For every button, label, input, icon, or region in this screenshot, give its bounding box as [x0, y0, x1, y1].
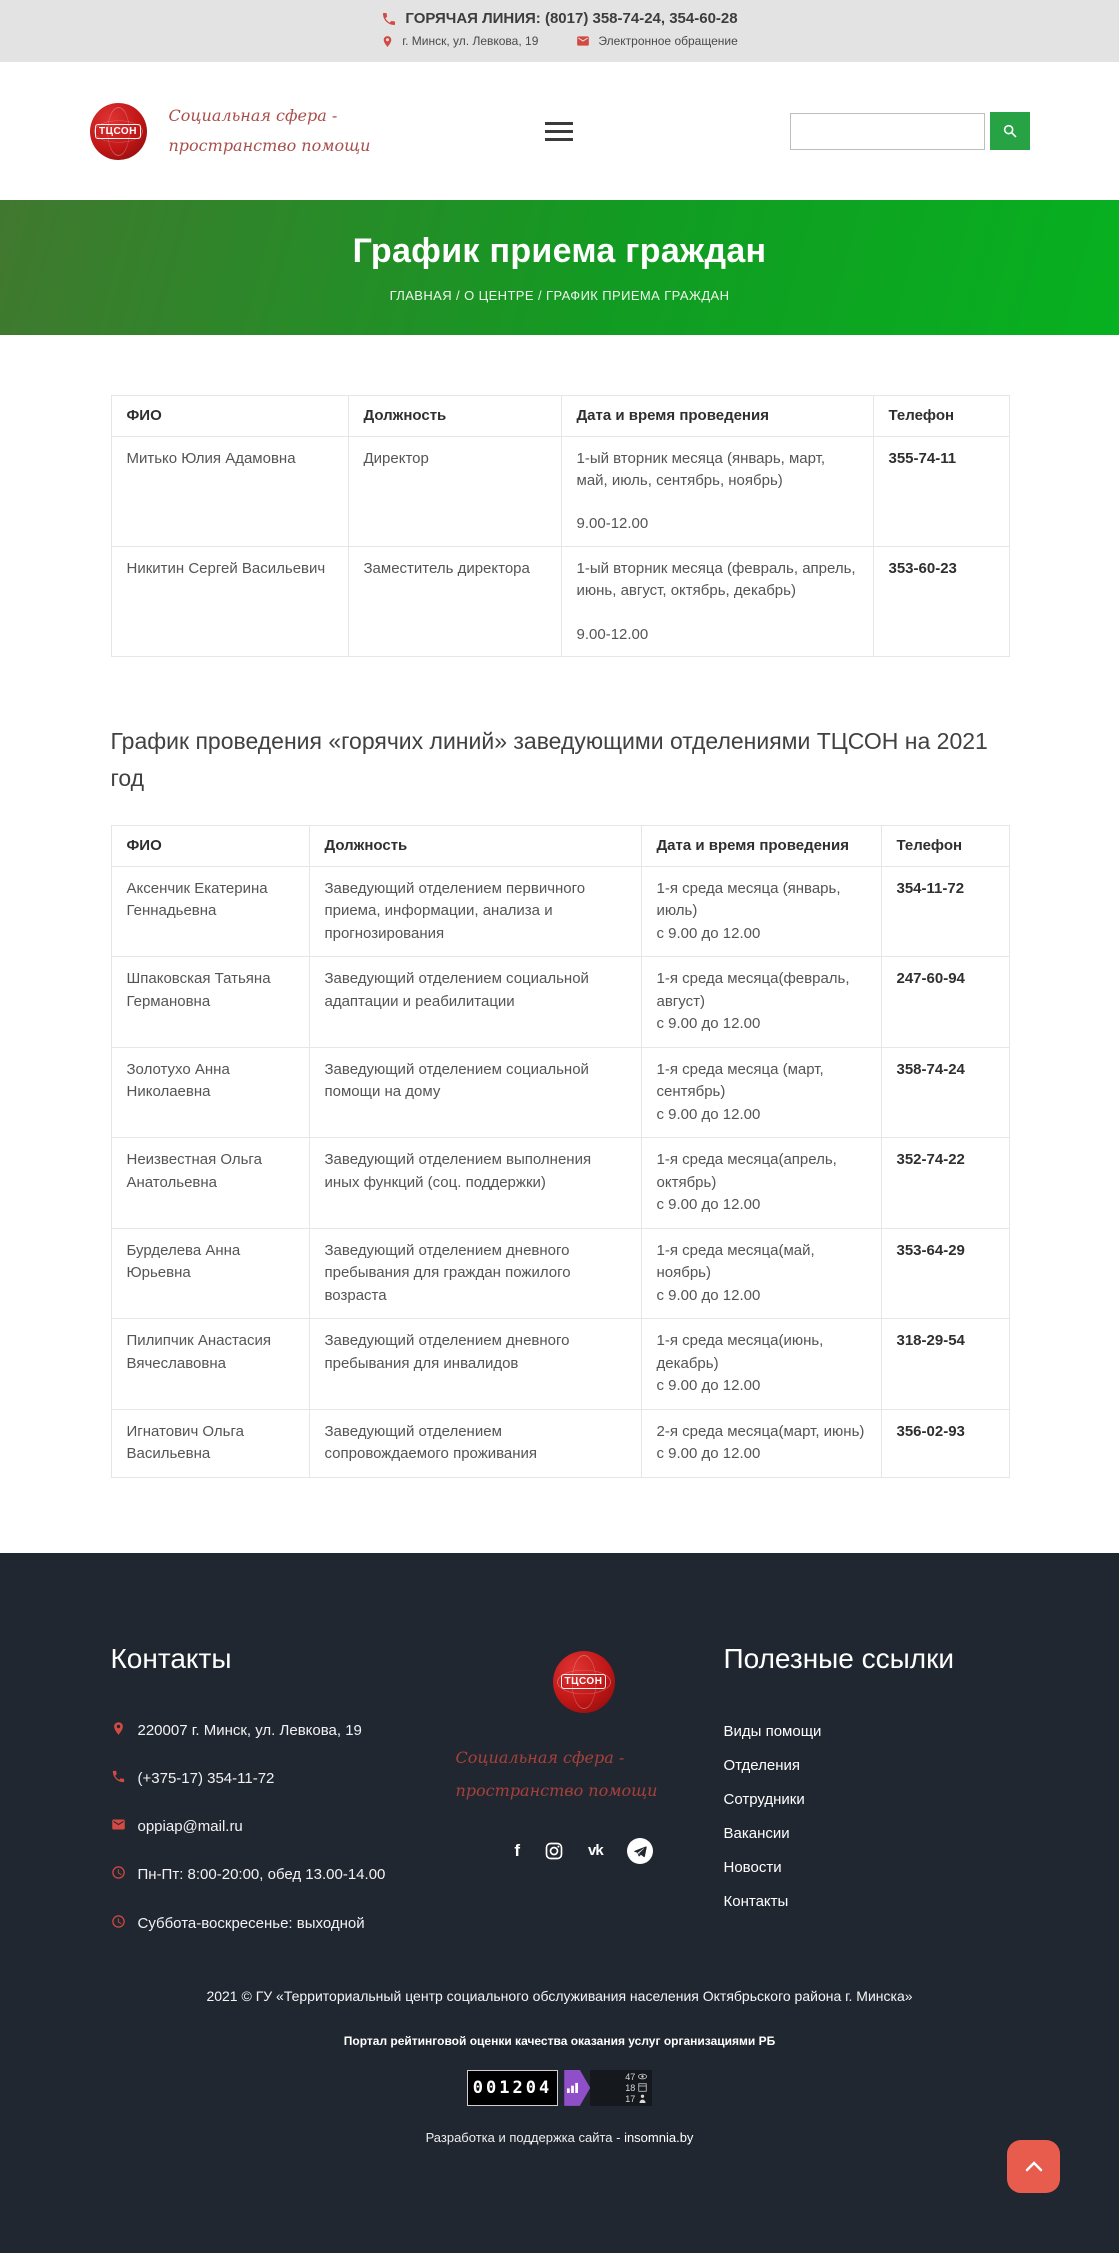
topbar-address: г. Минск, ул. Левкова, 19 — [402, 34, 539, 48]
cell-phone: 353-60-23 — [873, 547, 1009, 657]
column-header: Дата и время проведения — [641, 825, 881, 866]
phone-icon — [381, 11, 397, 27]
developer-link[interactable]: insomnia.by — [624, 2129, 694, 2145]
hotline-text: ГОРЯЧАЯ ЛИНИЯ: (8017) 358-74-24, 354-60-28 — [405, 10, 738, 27]
cell-name: Бурделева Анна Юрьевна — [111, 1228, 309, 1319]
cell-position: Заведующий отделением социальной адаптации и реабилитации — [309, 957, 641, 1048]
column-header: Телефон — [873, 396, 1009, 437]
column-header: Дата и время проведения — [561, 396, 873, 437]
cell-name: Игнатович Ольга Васильевна — [111, 1409, 309, 1477]
envelope-icon — [111, 1817, 126, 1832]
chevron-up-icon — [1024, 2160, 1044, 2172]
section-title: График проведения «горячих линий» заведующими отделениями ТЦСОН на 2021 год — [110, 728, 988, 792]
developer-credit: Разработка и поддержка сайта - insomnia.by — [425, 2129, 694, 2145]
location-pin-icon — [381, 35, 394, 48]
cell-position: Заместитель директора — [348, 547, 561, 657]
visitor-counter-widget[interactable] — [467, 2070, 652, 2106]
table-row — [111, 547, 1009, 657]
cell-date: 1-я среда месяца (март, сентябрь) с 9.00 до 12.00 — [641, 1047, 881, 1138]
cell-phone: 352-74-22 — [881, 1138, 1009, 1229]
cell-name: Пилипчик Анастасия Вячеславовна — [111, 1319, 309, 1410]
footer-hours: Пн-Пт: 8:00-20:00, обед 13.00-14.00 — [111, 1863, 411, 1886]
main-content — [111, 335, 1009, 1478]
cell-name: Золотухо Анна Николаевна — [111, 1047, 309, 1138]
header — [0, 62, 1119, 200]
table-header-row — [111, 396, 1009, 437]
search-icon — [1002, 123, 1018, 139]
page-banner — [0, 200, 1119, 335]
eye-icon — [638, 2072, 647, 2081]
table-row — [111, 957, 1009, 1048]
breadcrumb: ГЛАВНАЯ / О ЦЕНТРЕ / ГРАФИК ПРИЕМА ГРАЖДАН — [389, 288, 730, 303]
site-tagline: Социальная сфера - пространство помощи — [168, 105, 371, 155]
table-row — [111, 1409, 1009, 1477]
breadcrumb-current: ГРАФИК ПРИЕМА ГРАЖДАН — [546, 288, 730, 303]
e-appeal-link[interactable]: Электронное обращение — [598, 34, 738, 48]
cell-name: Митько Юлия Адамовна — [111, 436, 348, 546]
person-icon — [638, 2094, 647, 2103]
rating-portal-link[interactable]: Портал рейтинговой оценки качества оказания услуг организациями РБ — [343, 2033, 776, 2048]
useful-links-heading: Полезные ссылки — [723, 1642, 955, 1674]
column-header: Должность — [348, 396, 561, 437]
table-row — [111, 866, 1009, 957]
copyright-text: 2021 © ГУ «Территориальный центр социального обслуживания населения Октябрьского района г. Минска» — [206, 1987, 913, 2004]
table-row — [111, 1047, 1009, 1138]
cell-name: Неизвестная Ольга Анатольевна — [111, 1138, 309, 1229]
table-row — [111, 436, 1009, 546]
column-header: ФИО — [111, 825, 309, 866]
reception-schedule-table — [111, 395, 1010, 657]
footer-link-vacancies[interactable]: Вакансии — [723, 1824, 790, 1842]
table-row — [111, 1319, 1009, 1410]
counter-digits: 001204 — [467, 2070, 558, 2106]
cell-date: 1-я среда месяца(апрель, октябрь) с 9.00 до 12.00 — [641, 1138, 881, 1229]
footer-logo-icon[interactable]: ТЦСОН — [553, 1651, 615, 1713]
counter-stats: 47 18 17 — [590, 2070, 652, 2106]
site-logo[interactable] — [90, 101, 371, 162]
column-header: ФИО — [111, 396, 348, 437]
cell-date: 1-я среда месяца (январь, июль) с 9.00 до 12.00 — [641, 866, 881, 957]
footer-weekend: Суббота-воскресенье: выходной — [111, 1912, 411, 1935]
cell-name: Никитин Сергей Васильевич — [111, 547, 348, 657]
cell-position: Заведующий отделением дневного пребывания для инвалидов — [309, 1319, 641, 1410]
cell-name: Аксенчик Екатерина Геннадьевна — [111, 866, 309, 957]
clock-icon — [111, 1914, 126, 1929]
column-header: Телефон — [881, 825, 1009, 866]
phone-icon — [111, 1769, 126, 1784]
cell-name: Шпаковская Татьяна Германовна — [111, 957, 309, 1048]
footer-link-help-types[interactable]: Виды помощи — [723, 1722, 822, 1740]
footer-link-staff[interactable]: Сотрудники — [723, 1790, 805, 1808]
facebook-icon[interactable]: f — [514, 1840, 520, 1860]
menu-toggle-button[interactable] — [545, 117, 573, 146]
topbar — [0, 0, 1119, 62]
page-title: График приема граждан — [352, 232, 767, 270]
cell-position: Заведующий отделением первичного приема, информации, анализа и прогнозирования — [309, 866, 641, 957]
cell-phone: 247-60-94 — [881, 957, 1009, 1048]
cell-phone: 353-64-29 — [881, 1228, 1009, 1319]
table-header-row — [111, 825, 1009, 866]
footer-link-news[interactable]: Новости — [723, 1858, 782, 1876]
cell-position: Заведующий отделением выполнения иных функций (соц. поддержки) — [309, 1138, 641, 1229]
cell-date: 1-я среда месяца(май, ноябрь) с 9.00 до 12.00 — [641, 1228, 881, 1319]
cell-date: 1-ый вторник месяца (февраль, апрель, июнь, август, октябрь, декабрь) 9.00-12.00 — [561, 547, 873, 657]
contacts-heading: Контакты — [110, 1642, 232, 1674]
footer-email[interactable]: oppiap@mail.ru — [111, 1815, 411, 1838]
cell-phone: 354-11-72 — [881, 866, 1009, 957]
hotline-schedule-table — [111, 825, 1010, 1478]
clock-icon — [111, 1865, 126, 1880]
cell-date: 2-я среда месяца(март, июнь) с 9.00 до 12.00 — [641, 1409, 881, 1477]
telegram-icon[interactable] — [627, 1838, 653, 1864]
cell-position: Заведующий отделением сопровождаемого проживания — [309, 1409, 641, 1477]
search-input[interactable] — [790, 113, 985, 150]
column-header: Должность — [309, 825, 641, 866]
footer-link-contacts[interactable]: Контакты — [723, 1892, 789, 1910]
table-row — [111, 1138, 1009, 1229]
window-icon — [638, 2083, 647, 2092]
vk-icon[interactable]: vk — [587, 1842, 603, 1860]
footer-tagline: Социальная сфера - пространство помощи — [455, 1747, 658, 1801]
cell-phone: 358-74-24 — [881, 1047, 1009, 1138]
footer-address: 220007 г. Минск, ул. Левкова, 19 — [111, 1719, 411, 1742]
cell-date: 1-ый вторник месяца (январь, март, май, июль, сентябрь, ноябрь) 9.00-12.00 — [561, 436, 873, 546]
breadcrumb-home-link[interactable]: ГЛАВНАЯ — [389, 288, 453, 303]
cell-date: 1-я среда месяца(февраль, август) с 9.00 до 12.00 — [641, 957, 881, 1048]
cell-position: Директор — [348, 436, 561, 546]
footer — [0, 1553, 1119, 2253]
search-button[interactable] — [990, 112, 1030, 150]
footer-link-departments[interactable]: Отделения — [723, 1756, 801, 1774]
cell-date: 1-я среда месяца(июнь, декабрь) с 9.00 до 12.00 — [641, 1319, 881, 1410]
logo-globe-icon: ТЦСОН — [90, 103, 147, 160]
cell-phone: 356-02-93 — [881, 1409, 1009, 1477]
cell-position: Заведующий отделением дневного пребывания для граждан пожилого возраста — [309, 1228, 641, 1319]
table-row — [111, 1228, 1009, 1319]
instagram-icon[interactable] — [544, 1841, 564, 1861]
cell-position: Заведующий отделением социальной помощи на дому — [309, 1047, 641, 1138]
location-pin-icon — [111, 1721, 126, 1736]
cell-phone: 318-29-54 — [881, 1319, 1009, 1410]
counter-chart-icon — [564, 2070, 590, 2106]
scroll-to-top-button[interactable] — [1007, 2140, 1060, 2193]
envelope-icon — [576, 34, 590, 48]
footer-phone[interactable]: (+375-17) 354-11-72 — [111, 1767, 411, 1790]
cell-phone: 355-74-11 — [873, 436, 1009, 546]
breadcrumb-about-link[interactable]: О ЦЕНТРЕ — [464, 288, 534, 303]
